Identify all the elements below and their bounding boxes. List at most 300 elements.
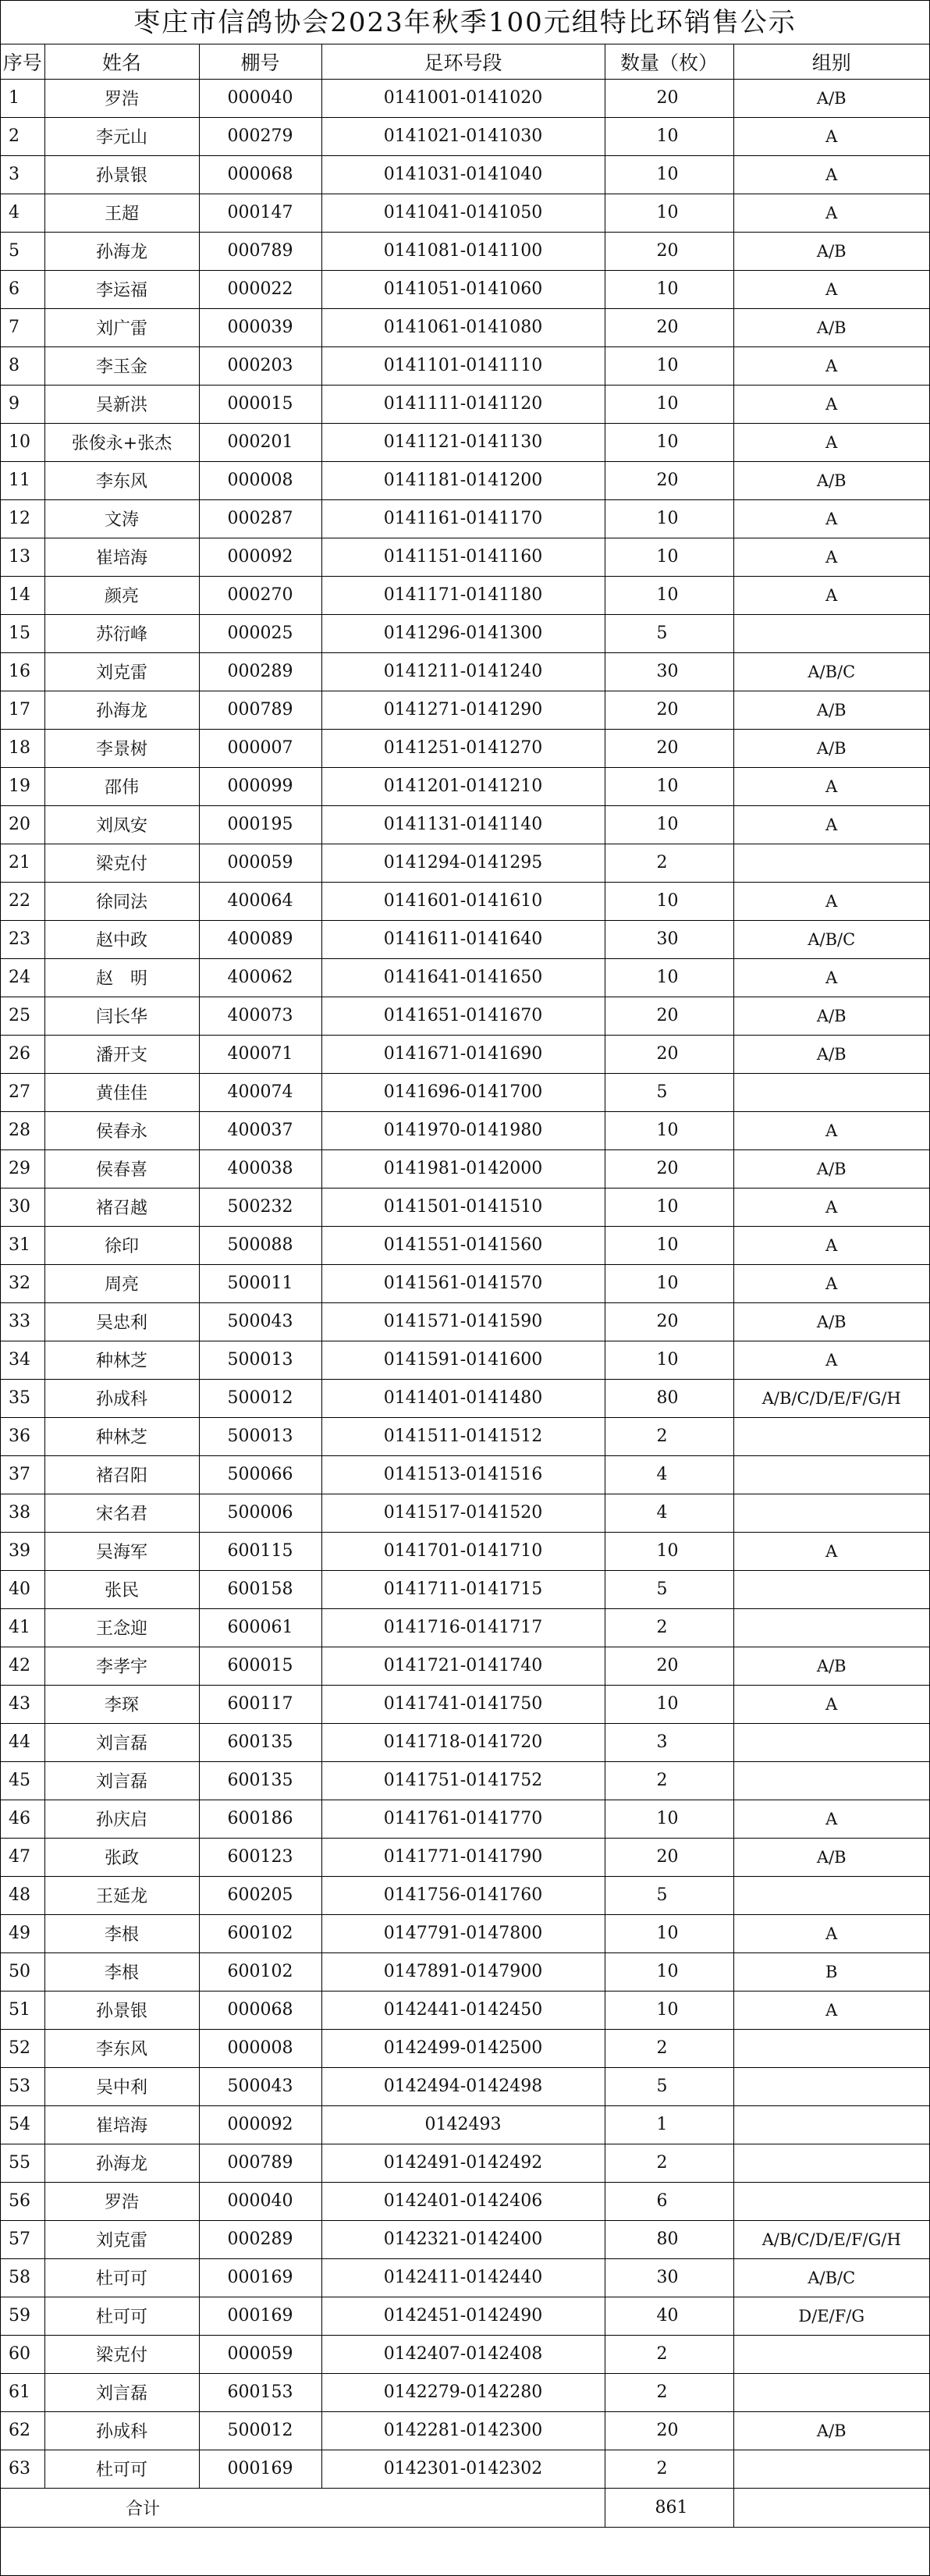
row-quantity: 10 (605, 576, 733, 614)
row-ring-range: 0142301-0142302 (321, 2450, 605, 2488)
row-quantity: 10 (605, 538, 733, 576)
row-number: 56 (1, 2182, 44, 2220)
row-name: 侯春喜 (44, 1149, 199, 1188)
row-number: 6 (1, 270, 44, 308)
row-group (733, 1608, 929, 1647)
row-shed-number: 000270 (199, 576, 321, 614)
row-group: A (733, 1800, 929, 1838)
row-quantity: 4 (605, 1455, 733, 1494)
row-group: A (733, 767, 929, 805)
row-number: 36 (1, 1417, 44, 1455)
row-shed-number: 000195 (199, 805, 321, 844)
row-number: 43 (1, 1685, 44, 1723)
row-quantity: 6 (605, 2182, 733, 2220)
row-ring-range: 0142493 (321, 2105, 605, 2144)
row-name: 罗浩 (44, 79, 199, 117)
row-quantity: 80 (605, 2220, 733, 2258)
row-quantity: 10 (605, 882, 733, 920)
row-number: 25 (1, 997, 44, 1035)
row-shed-number: 000068 (199, 1991, 321, 2029)
row-quantity: 2 (605, 1761, 733, 1800)
row-quantity: 10 (605, 1952, 733, 1991)
table-row (1, 1302, 929, 1341)
row-shed-number: 000203 (199, 346, 321, 385)
table-row (1, 232, 929, 270)
row-name: 潘开支 (44, 1035, 199, 1073)
row-ring-range: 0141601-0141610 (321, 882, 605, 920)
row-ring-range: 0141611-0141640 (321, 920, 605, 958)
row-ring-range: 0141511-0141512 (321, 1417, 605, 1455)
row-ring-range: 0141571-0141590 (321, 1302, 605, 1341)
table-row (1, 1073, 929, 1111)
row-name: 杜可可 (44, 2297, 199, 2335)
row-number: 5 (1, 232, 44, 270)
row-ring-range: 0141641-0141650 (321, 958, 605, 997)
row-shed-number: 000289 (199, 652, 321, 691)
row-number: 4 (1, 194, 44, 232)
row-group (733, 1494, 929, 1532)
row-quantity: 2 (605, 2450, 733, 2488)
row-ring-range: 0141131-0141140 (321, 805, 605, 844)
row-quantity: 10 (605, 1341, 733, 1379)
row-name: 刘言磊 (44, 1761, 199, 1800)
row-name: 李元山 (44, 117, 199, 155)
row-ring-range: 0141101-0141110 (321, 346, 605, 385)
table-row (1, 2411, 929, 2450)
row-ring-range: 0141151-0141160 (321, 538, 605, 576)
row-group: A (733, 1685, 929, 1723)
row-group: A (733, 1111, 929, 1149)
table-body (1, 79, 929, 2488)
row-quantity: 5 (605, 1570, 733, 1608)
row-shed-number: 000025 (199, 614, 321, 652)
row-name: 黄佳佳 (44, 1073, 199, 1111)
row-group: A/B (733, 308, 929, 346)
row-name: 邵伟 (44, 767, 199, 805)
header-row (1, 44, 929, 79)
table-row (1, 308, 929, 346)
header-shed: 棚号 (199, 44, 321, 79)
row-ring-range: 0141513-0141516 (321, 1455, 605, 1494)
row-number: 58 (1, 2258, 44, 2297)
table-row (1, 1647, 929, 1685)
row-group: A (733, 1991, 929, 2029)
row-group: A (733, 805, 929, 844)
row-quantity: 20 (605, 729, 733, 767)
row-quantity: 5 (605, 2067, 733, 2105)
row-name: 刘言磊 (44, 2373, 199, 2411)
row-ring-range: 0141701-0141710 (321, 1532, 605, 1570)
row-group: A/B (733, 1647, 929, 1685)
row-group: A (733, 1532, 929, 1570)
row-ring-range: 0147891-0147900 (321, 1952, 605, 1991)
row-name: 孙景银 (44, 1991, 199, 2029)
row-quantity: 10 (605, 1991, 733, 2029)
row-shed-number: 600153 (199, 2373, 321, 2411)
row-quantity: 20 (605, 1149, 733, 1188)
row-quantity: 5 (605, 614, 733, 652)
row-group: A/B/C (733, 920, 929, 958)
table-row (1, 499, 929, 538)
row-group: A/B (733, 1302, 929, 1341)
row-name: 李根 (44, 1952, 199, 1991)
table-row (1, 767, 929, 805)
row-number: 40 (1, 1570, 44, 1608)
row-group: A/B (733, 461, 929, 499)
row-number: 10 (1, 423, 44, 461)
row-name: 刘克雷 (44, 2220, 199, 2258)
row-ring-range: 0142407-0142408 (321, 2335, 605, 2373)
row-number: 62 (1, 2411, 44, 2450)
row-number: 30 (1, 1188, 44, 1226)
row-group: A (733, 385, 929, 423)
row-quantity: 10 (605, 117, 733, 155)
row-ring-range: 0141111-0141120 (321, 385, 605, 423)
row-quantity: 40 (605, 2297, 733, 2335)
table-row (1, 2182, 929, 2220)
row-shed-number: 600015 (199, 1647, 321, 1685)
row-name: 刘言磊 (44, 1723, 199, 1761)
table-row (1, 2029, 929, 2067)
row-name: 李运福 (44, 270, 199, 308)
row-quantity: 10 (605, 385, 733, 423)
table-row (1, 2105, 929, 2144)
row-name: 刘克雷 (44, 652, 199, 691)
row-group: A/B (733, 232, 929, 270)
row-shed-number: 000279 (199, 117, 321, 155)
row-quantity: 10 (605, 767, 733, 805)
row-name: 孙成科 (44, 1379, 199, 1417)
table-row (1, 1264, 929, 1302)
row-group: A/B (733, 79, 929, 117)
row-shed-number: 000015 (199, 385, 321, 423)
page-title: 枣庄市信鸽协会2023年秋季100元组特比环销售公示 (1, 1, 929, 44)
row-shed-number: 500043 (199, 2067, 321, 2105)
row-group (733, 2067, 929, 2105)
total-value: 861 (605, 2488, 733, 2527)
row-ring-range: 0141741-0141750 (321, 1685, 605, 1723)
table-row (1, 1685, 929, 1723)
row-name: 褚召越 (44, 1188, 199, 1226)
row-quantity: 2 (605, 2373, 733, 2411)
row-shed-number: 000147 (199, 194, 321, 232)
row-quantity: 10 (605, 1226, 733, 1264)
row-quantity: 20 (605, 79, 733, 117)
row-shed-number: 600158 (199, 1570, 321, 1608)
table-row (1, 844, 929, 882)
row-shed-number: 400071 (199, 1035, 321, 1073)
row-ring-range: 0142401-0142406 (321, 2182, 605, 2220)
table-row (1, 2297, 929, 2335)
row-name: 张俊永+张杰 (44, 423, 199, 461)
row-shed-number: 000789 (199, 2144, 321, 2182)
row-shed-number: 600205 (199, 1876, 321, 1914)
row-ring-range: 0141561-0141570 (321, 1264, 605, 1302)
row-quantity: 20 (605, 2411, 733, 2450)
row-name: 颜亮 (44, 576, 199, 614)
row-name: 褚召阳 (44, 1455, 199, 1494)
row-quantity: 20 (605, 461, 733, 499)
row-group: A (733, 958, 929, 997)
row-shed-number: 600102 (199, 1914, 321, 1952)
row-group: A (733, 194, 929, 232)
row-group: A/B (733, 1838, 929, 1876)
row-ring-range: 0142451-0142490 (321, 2297, 605, 2335)
row-name: 吴忠利 (44, 1302, 199, 1341)
row-quantity: 10 (605, 1800, 733, 1838)
row-ring-range: 0141761-0141770 (321, 1800, 605, 1838)
row-name: 张民 (44, 1570, 199, 1608)
row-ring-range: 0141401-0141480 (321, 1379, 605, 1417)
row-quantity: 20 (605, 1838, 733, 1876)
table-row (1, 1494, 929, 1532)
row-group: A (733, 117, 929, 155)
table-row (1, 2450, 929, 2488)
row-group: A (733, 538, 929, 576)
row-quantity: 2 (605, 2144, 733, 2182)
row-shed-number: 000201 (199, 423, 321, 461)
row-number: 18 (1, 729, 44, 767)
table-row (1, 1876, 929, 1914)
table-row (1, 576, 929, 614)
row-name: 李孝宇 (44, 1647, 199, 1685)
table-row (1, 1341, 929, 1379)
row-quantity: 10 (605, 1914, 733, 1952)
table-row (1, 691, 929, 729)
row-group (733, 1455, 929, 1494)
row-quantity: 20 (605, 1035, 733, 1073)
row-ring-range: 0142321-0142400 (321, 2220, 605, 2258)
row-quantity: 4 (605, 1494, 733, 1532)
row-group (733, 2105, 929, 2144)
table-row (1, 1188, 929, 1226)
table-row (1, 1379, 929, 1417)
row-number: 63 (1, 2450, 44, 2488)
row-shed-number: 400037 (199, 1111, 321, 1149)
header-no: 序号 (1, 44, 44, 79)
row-quantity: 20 (605, 691, 733, 729)
table-row (1, 1035, 929, 1073)
table-row (1, 79, 929, 117)
row-shed-number: 000169 (199, 2450, 321, 2488)
row-ring-range: 0141296-0141300 (321, 614, 605, 652)
row-number: 32 (1, 1264, 44, 1302)
row-shed-number: 000007 (199, 729, 321, 767)
row-group (733, 844, 929, 882)
table-row (1, 1991, 929, 2029)
row-name: 刘凤安 (44, 805, 199, 844)
row-number: 20 (1, 805, 44, 844)
table-row (1, 997, 929, 1035)
row-name: 梁克付 (44, 2335, 199, 2373)
row-group: B (733, 1952, 929, 1991)
table-row (1, 1532, 929, 1570)
row-number: 61 (1, 2373, 44, 2411)
row-shed-number: 000022 (199, 270, 321, 308)
row-shed-number: 500013 (199, 1341, 321, 1379)
row-number: 29 (1, 1149, 44, 1188)
header-range: 足环号段 (321, 44, 605, 79)
table-row (1, 2258, 929, 2297)
table-row (1, 117, 929, 155)
table-row (1, 920, 929, 958)
row-group: A/B (733, 729, 929, 767)
row-shed-number: 400038 (199, 1149, 321, 1188)
row-shed-number: 000092 (199, 538, 321, 576)
row-group (733, 1761, 929, 1800)
row-ring-range: 0141696-0141700 (321, 1073, 605, 1111)
row-group (733, 2335, 929, 2373)
row-ring-range: 0142279-0142280 (321, 2373, 605, 2411)
row-shed-number: 000289 (199, 2220, 321, 2258)
row-name: 李东风 (44, 461, 199, 499)
row-shed-number: 600135 (199, 1723, 321, 1761)
table-row (1, 346, 929, 385)
row-group: D/E/F/G (733, 2297, 929, 2335)
row-number: 53 (1, 2067, 44, 2105)
row-quantity: 20 (605, 308, 733, 346)
row-group: A (733, 1226, 929, 1264)
row-number: 22 (1, 882, 44, 920)
row-ring-range: 0142281-0142300 (321, 2411, 605, 2450)
row-number: 49 (1, 1914, 44, 1952)
table-row (1, 729, 929, 767)
row-number: 46 (1, 1800, 44, 1838)
row-ring-range: 0141061-0141080 (321, 308, 605, 346)
row-shed-number: 600115 (199, 1532, 321, 1570)
row-quantity: 2 (605, 844, 733, 882)
row-shed-number: 000040 (199, 79, 321, 117)
row-ring-range: 0141716-0141717 (321, 1608, 605, 1647)
row-ring-range: 0141756-0141760 (321, 1876, 605, 1914)
row-name: 崔培海 (44, 2105, 199, 2144)
row-ring-range: 0142441-0142450 (321, 1991, 605, 2029)
row-name: 李根 (44, 1914, 199, 1952)
row-name: 吴新洪 (44, 385, 199, 423)
row-quantity: 30 (605, 652, 733, 691)
row-ring-range: 0141718-0141720 (321, 1723, 605, 1761)
row-number: 2 (1, 117, 44, 155)
table-row (1, 1800, 929, 1838)
row-name: 孙海龙 (44, 2144, 199, 2182)
row-shed-number: 500088 (199, 1226, 321, 1264)
row-ring-range: 0141171-0141180 (321, 576, 605, 614)
row-name: 赵 明 (44, 958, 199, 997)
table-row (1, 1570, 929, 1608)
row-quantity: 20 (605, 232, 733, 270)
row-group (733, 2182, 929, 2220)
table-row (1, 2067, 929, 2105)
sales-table (1, 44, 929, 2528)
row-shed-number: 000169 (199, 2297, 321, 2335)
row-quantity: 30 (605, 920, 733, 958)
row-number: 3 (1, 155, 44, 194)
row-shed-number: 500013 (199, 1417, 321, 1455)
table-row (1, 1914, 929, 1952)
row-quantity: 2 (605, 1608, 733, 1647)
row-name: 杜可可 (44, 2258, 199, 2297)
table-row (1, 385, 929, 423)
row-name: 赵中政 (44, 920, 199, 958)
row-number: 17 (1, 691, 44, 729)
total-empty-cell (733, 2488, 929, 2527)
row-ring-range: 0141591-0141600 (321, 1341, 605, 1379)
header-name: 姓名 (44, 44, 199, 79)
row-quantity: 10 (605, 194, 733, 232)
row-group: A (733, 1341, 929, 1379)
row-shed-number: 000789 (199, 691, 321, 729)
row-shed-number: 500011 (199, 1264, 321, 1302)
row-quantity: 10 (605, 1532, 733, 1570)
row-number: 24 (1, 958, 44, 997)
row-shed-number: 500012 (199, 2411, 321, 2450)
row-group: A (733, 1188, 929, 1226)
row-ring-range: 0141711-0141715 (321, 1570, 605, 1608)
row-name: 刘广雷 (44, 308, 199, 346)
row-group (733, 2144, 929, 2182)
row-group: A/B (733, 997, 929, 1035)
row-quantity: 20 (605, 1647, 733, 1685)
row-shed-number: 600135 (199, 1761, 321, 1800)
table-row (1, 882, 929, 920)
row-number: 38 (1, 1494, 44, 1532)
table-row (1, 958, 929, 997)
row-shed-number: 600061 (199, 1608, 321, 1647)
table-row (1, 1455, 929, 1494)
table-row (1, 2144, 929, 2182)
table-row (1, 194, 929, 232)
row-number: 26 (1, 1035, 44, 1073)
row-group (733, 1417, 929, 1455)
row-name: 梁克付 (44, 844, 199, 882)
row-ring-range: 0142499-0142500 (321, 2029, 605, 2067)
row-name: 李玉金 (44, 346, 199, 385)
table-row (1, 652, 929, 691)
row-number: 13 (1, 538, 44, 576)
row-name: 闫长华 (44, 997, 199, 1035)
row-shed-number: 000099 (199, 767, 321, 805)
table-row (1, 2373, 929, 2411)
row-shed-number: 000008 (199, 461, 321, 499)
row-quantity: 80 (605, 1379, 733, 1417)
row-name: 王念迎 (44, 1608, 199, 1647)
row-quantity: 10 (605, 423, 733, 461)
row-number: 52 (1, 2029, 44, 2067)
row-name: 徐同法 (44, 882, 199, 920)
row-group: A (733, 1264, 929, 1302)
row-quantity: 2 (605, 2029, 733, 2067)
row-quantity: 30 (605, 2258, 733, 2297)
row-name: 吴中利 (44, 2067, 199, 2105)
table-row (1, 538, 929, 576)
table-row (1, 1761, 929, 1800)
total-row (1, 2488, 929, 2527)
row-group: A (733, 576, 929, 614)
row-ring-range: 0141001-0141020 (321, 79, 605, 117)
table-row (1, 805, 929, 844)
row-number: 59 (1, 2297, 44, 2335)
row-name: 杜可可 (44, 2450, 199, 2488)
row-group (733, 2373, 929, 2411)
row-shed-number: 000789 (199, 232, 321, 270)
row-shed-number: 400064 (199, 882, 321, 920)
row-number: 48 (1, 1876, 44, 1914)
table-row (1, 155, 929, 194)
row-name: 文涛 (44, 499, 199, 538)
row-ring-range: 0141271-0141290 (321, 691, 605, 729)
row-quantity: 5 (605, 1073, 733, 1111)
row-ring-range: 0141081-0141100 (321, 232, 605, 270)
